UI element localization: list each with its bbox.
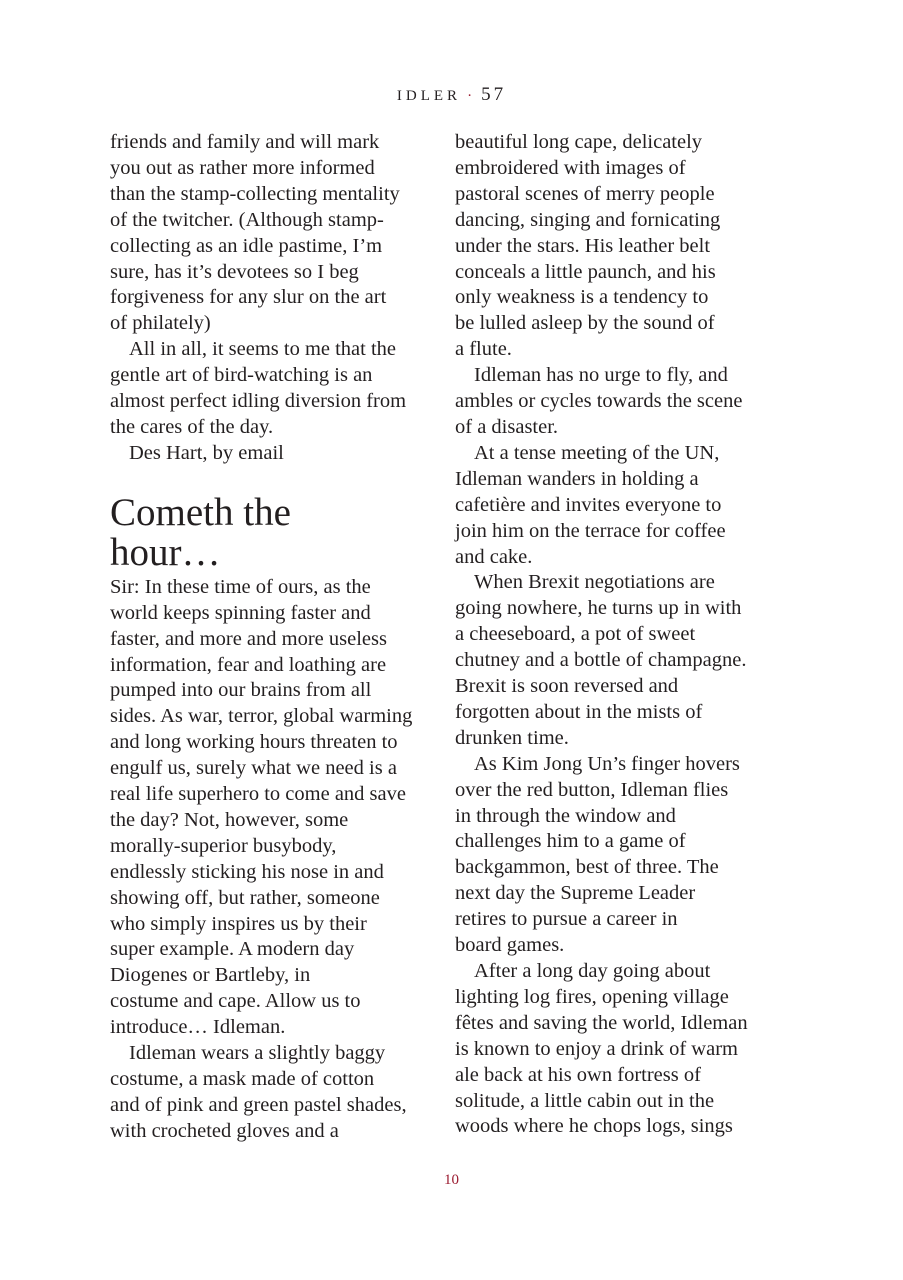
text-line: than the stamp-collecting mentality [110, 182, 400, 205]
text-line: pastoral scenes of merry people [455, 182, 715, 205]
text-line: retires to pursue a career in [455, 908, 678, 931]
text-line: Brexit is soon reversed and [455, 675, 679, 698]
text-line: the cares of the day. [110, 415, 274, 438]
text-line: fêtes and saving the world, Idleman [455, 1011, 748, 1034]
letter-signature: Des Hart, by email [129, 441, 284, 464]
text-line: chutney and a bottle of champagne. [455, 649, 747, 672]
paragraph [110, 130, 440, 337]
text-line: morally-superior busybody, [110, 834, 337, 857]
text-line: engulf us, surely what we need is a [110, 757, 397, 780]
text-line: ale back at his own fortress of [455, 1063, 701, 1086]
text-line: join him on the terrace for coffee [455, 519, 726, 542]
paragraph [455, 363, 785, 441]
paragraph [455, 130, 785, 363]
text-line: gentle art of bird-watching is an [110, 364, 373, 387]
text-line: super example. A modern day [110, 938, 355, 961]
paragraph [455, 441, 785, 571]
text-line: of the twitcher. (Although stamp- [110, 208, 384, 231]
heading-line: hour… [110, 530, 221, 574]
text-line: Diogenes or Bartleby, in [110, 964, 311, 987]
left-column [110, 130, 440, 1145]
page-number: 10 [444, 1172, 459, 1188]
text-line: is known to enjoy a drink of warm [455, 1037, 738, 1060]
text-line: cafetière and invites everyone to [455, 493, 722, 516]
text-line: forgiveness for any slur on the art [110, 286, 387, 309]
magazine-name: IDLER [396, 88, 462, 104]
text-line: embroidered with images of [455, 156, 686, 179]
text-line: pumped into our brains from all [110, 679, 372, 702]
text-line: As Kim Jong Un’s finger hovers [474, 752, 740, 775]
text-line: showing off, but rather, someone [110, 886, 380, 909]
text-line: information, fear and loathing are [110, 653, 387, 676]
text-line: only weakness is a tendency to [455, 286, 709, 309]
text-line: and cake. [455, 545, 533, 568]
paragraph [455, 570, 785, 751]
text-line: in through the window and [455, 804, 676, 827]
text-line: All in all, it seems to me that the [129, 338, 397, 361]
text-line: be lulled asleep by the sound of [455, 312, 715, 335]
paragraph [110, 1041, 440, 1145]
text-line: faster, and more and more useless [110, 627, 387, 650]
text-line: of philately) [110, 312, 211, 335]
article-heading [110, 490, 440, 574]
text-line: Sir: In these time of ours, as the [110, 575, 371, 598]
text-line: Idleman wears a slightly baggy [129, 1042, 386, 1065]
text-line: introduce… Idleman. [110, 1016, 286, 1039]
text-line: almost perfect idling diversion from [110, 390, 407, 413]
text-line: forgotten about in the mists of [455, 700, 703, 723]
header-separator: · [467, 88, 476, 104]
text-line: with crocheted gloves and a [110, 1119, 339, 1142]
text-line: ambles or cycles towards the scene [455, 390, 743, 413]
text-line: and long working hours threaten to [110, 731, 398, 754]
running-header [0, 84, 903, 106]
text-line: you out as rather more informed [110, 156, 375, 179]
text-line: over the red button, Idleman flies [455, 778, 729, 801]
text-line: After a long day going about [474, 960, 711, 982]
right-column [455, 130, 785, 1140]
text-line: board games. [455, 934, 565, 957]
text-line: costume and cape. Allow us to [110, 990, 361, 1013]
text-line: conceals a little paunch, and his [455, 260, 716, 283]
text-line: next day the Supreme Leader [455, 882, 696, 905]
text-line: costume, a mask made of cotton [110, 1068, 375, 1090]
text-line: When Brexit negotiations are [474, 571, 715, 594]
text-line: friends and family and will mark [110, 131, 380, 153]
paragraph [455, 752, 785, 959]
text-line: under the stars. His leather belt [455, 234, 711, 257]
text-line: woods where he chops logs, sings [455, 1115, 733, 1138]
text-line: world keeps spinning faster and [110, 601, 371, 624]
text-line: drunken time. [455, 726, 569, 749]
text-line: and of pink and green pastel shades, [110, 1093, 407, 1116]
text-line: collecting as an idle pastime, I’m [110, 234, 383, 257]
text-line: backgammon, best of three. The [455, 856, 719, 879]
text-line: the day? Not, however, some [110, 808, 349, 831]
text-line: lighting log fires, opening village [455, 985, 729, 1008]
text-line: solitude, a little cabin out in the [455, 1089, 715, 1112]
text-line: of a disaster. [455, 415, 559, 438]
text-line: sure, has it’s devotees so I beg [110, 260, 359, 283]
heading-line: Cometh the [110, 490, 291, 534]
paragraph [110, 337, 440, 441]
text-line: beautiful long cape, delicately [455, 131, 703, 153]
paragraph [110, 575, 440, 1041]
text-line: Idleman has no urge to fly, and [474, 364, 728, 387]
text-line: endlessly sticking his nose in and [110, 860, 384, 883]
text-line: sides. As war, terror, global warming [110, 705, 413, 728]
issue-number: 57 [481, 84, 507, 105]
paragraph [455, 959, 785, 1140]
text-line: challenges him to a game of [455, 830, 686, 853]
text-line: going nowhere, he turns up in with [455, 597, 742, 620]
text-line: who simply inspires us by their [110, 912, 367, 935]
text-line: real life superhero to come and save [110, 783, 406, 806]
text-line: a flute. [455, 338, 512, 361]
text-line: At a tense meeting of the UN, [474, 441, 720, 464]
text-line: dancing, singing and fornicating [455, 208, 721, 231]
text-line: Idleman wanders in holding a [455, 467, 699, 490]
text-line: a cheeseboard, a pot of sweet [455, 623, 696, 646]
